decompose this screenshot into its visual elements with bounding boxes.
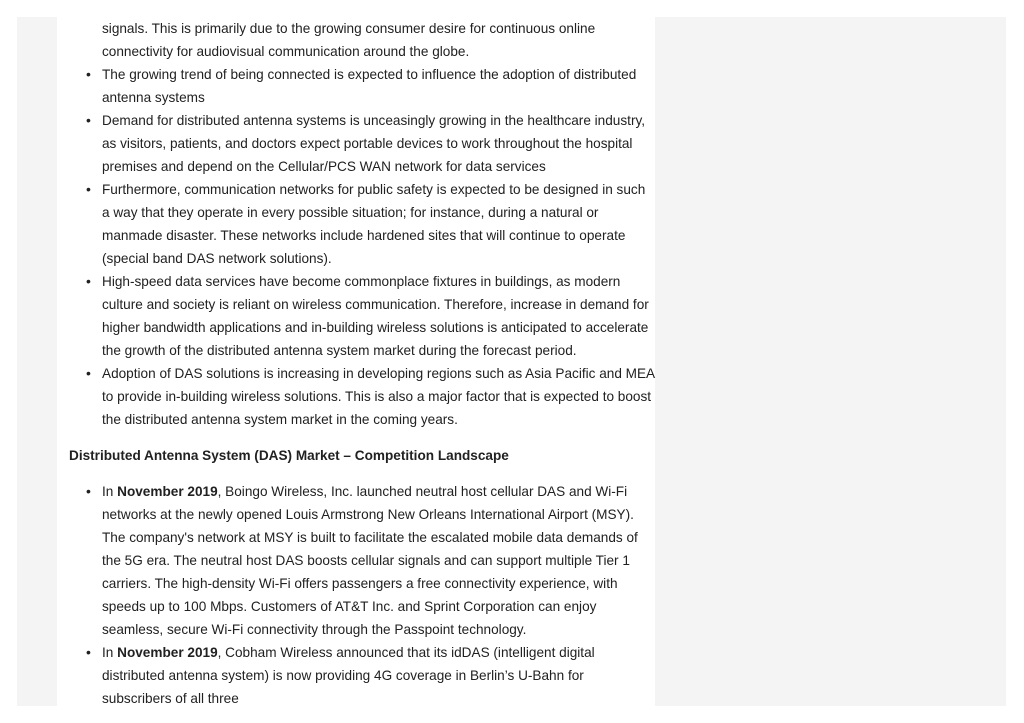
item-text: , Cobham Wireless announced that its idDAS (intelligent digital distributed antenna system) is now providing 4G coverage in Berlin’s U-Bahn for subscribers of all three bbox=[102, 645, 595, 706]
item-prefix: In bbox=[102, 484, 118, 499]
item-text: , Boingo Wireless, Inc. launched neutral host cellular DAS and Wi-Fi networks at the newly opened Louis Armstrong New Orleans International Airport (MSY). The company's network at MSY is built to facilitate the escalated mobile data demands of the 5G era. The neutral host DAS boosts cellular signals and can support multiple Tier 1 carriers. The high-density Wi-Fi offers passengers a free connectivity experience, with speeds up to 100 Mbps. Customers of AT&T Inc. and Sprint Corporation can enjoy seamless, secure Wi-Fi connectivity through the Passpoint technology. bbox=[102, 484, 638, 637]
list-item bbox=[102, 641, 655, 706]
section-heading: Distributed Antenna System (DAS) Market – Competition Landscape bbox=[69, 448, 509, 463]
market-drivers-list bbox=[57, 17, 655, 431]
list-item: • Furthermore, communication networks for public safety is expected to be designed in such a way that they operate in every possible situation; for instance, during a natural or manmade disaster. These networks include hardened sites that will continue to operate (special band DAS network solutions). bbox=[102, 178, 655, 270]
list-item: • Adoption of DAS solutions is increasing in developing regions such as Asia Pacific and MEA to provide in-building wireless solutions. This is also a major factor that is expected to boost the distributed antenna system market in the coming years. bbox=[102, 362, 655, 431]
left-gutter bbox=[17, 17, 57, 706]
list-item: • High-speed data services have become commonplace fixtures in buildings, as modern culture and society is reliant on wireless communication. Therefore, increase in demand for higher bandwidth applications and in-building wireless solutions is anticipated to accelerate the growth of the distributed antenna system market during the forecast period. bbox=[102, 270, 655, 362]
list-item bbox=[102, 480, 655, 641]
list-item: signals. This is primarily due to the growing consumer desire for continuous online connectivity for audiovisual communication around the globe. bbox=[102, 21, 596, 59]
list-item: • The growing trend of being connected is expected to influence the adoption of distributed antenna systems bbox=[102, 63, 655, 109]
competition-list bbox=[57, 480, 655, 706]
item-date: November 2019 bbox=[117, 645, 218, 660]
right-sidebar bbox=[655, 17, 1006, 706]
list-item: • Demand for distributed antenna systems is unceasingly growing in the healthcare industry, as visitors, patients, and doctors expect portable devices to work throughout the hospital premises and depend on the Cellular/PCS WAN network for data services bbox=[102, 109, 655, 178]
article-body bbox=[57, 17, 655, 706]
item-prefix: In bbox=[102, 645, 118, 660]
item-date: November 2019 bbox=[117, 484, 218, 499]
